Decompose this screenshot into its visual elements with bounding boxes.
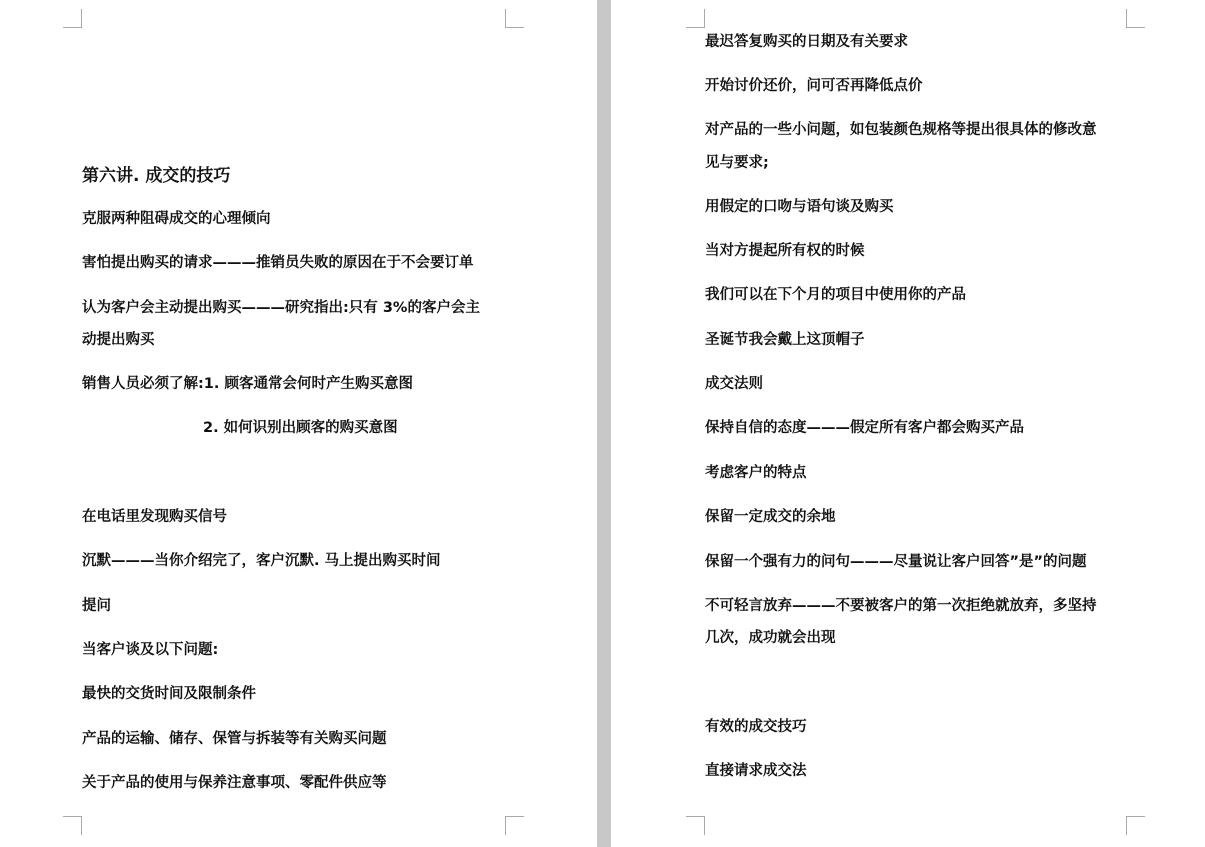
paragraph-line: 2. 如何识别出顾客的购买意图 [203, 420, 398, 436]
paragraph-line: 对产品的一些小问题，如包装颜色规格等提出很具体的修改意 [705, 122, 1097, 138]
paragraph-line: 保持自信的态度———假定所有客户都会购买产品 [705, 420, 1024, 436]
page-left [0, 0, 597, 847]
paragraph-line: 成交法则 [705, 376, 763, 392]
page-gutter [597, 0, 611, 847]
paragraph-line: 保留一个强有力的问句———尽量说让客户回答”是”的问题 [705, 554, 1087, 570]
paragraph-line: 最快的交货时间及限制条件 [82, 686, 256, 702]
paragraph-line: 圣诞节我会戴上这顶帽子 [705, 332, 865, 348]
corner-mark-bottom-left [63, 816, 82, 835]
corner-mark-top-right [1126, 9, 1145, 28]
corner-mark-top-left [63, 9, 82, 28]
section-heading: 第六讲. 成交的技巧 [82, 166, 231, 186]
paragraph-line: 最迟答复购买的日期及有关要求 [705, 34, 908, 50]
paragraph-line: 当客户谈及以下问题: [82, 642, 219, 658]
paragraph-line: 当对方提起所有权的时候 [705, 243, 865, 259]
paragraph-line: 不可轻言放弃———不要被客户的第一次拒绝就放弃，多坚持 [705, 598, 1097, 614]
paragraph-line: 关于产品的使用与保养注意事项、零配件供应等 [82, 775, 387, 791]
paragraph-line: 克服两种阻碍成交的心理倾向 [82, 211, 271, 227]
paragraph-line: 我们可以在下个月的项目中使用你的产品 [705, 287, 966, 303]
paragraph-line: 直接请求成交法 [705, 763, 807, 779]
paragraph-line: 销售人员必须了解:1. 顾客通常会何时产生购买意图 [82, 376, 413, 392]
paragraph-line: 考虑客户的特点 [705, 465, 807, 481]
paragraph-line: 开始讨价还价，问可否再降低点价 [705, 78, 923, 94]
paragraph-line: 害怕提出购买的请求———推销员失败的原因在于不会要订单 [82, 255, 474, 271]
paragraph-line: 见与要求; [705, 155, 769, 171]
page-right [611, 0, 1205, 847]
paragraph-line: 几次，成功就会出现 [705, 630, 836, 646]
paragraph-line: 认为客户会主动提出购买———研究指出:只有 3%的客户会主 [82, 300, 480, 316]
paragraph-line: 有效的成交技巧 [705, 719, 807, 735]
paragraph-line: 在电话里发现购买信号 [82, 509, 227, 525]
paragraph-line: 产品的运输、储存、保管与拆装等有关购买问题 [82, 731, 387, 747]
paragraph-line: 动提出购买 [82, 332, 155, 348]
paragraph-line: 保留一定成交的余地 [705, 509, 836, 525]
corner-mark-top-left [686, 9, 705, 28]
corner-mark-bottom-right [1126, 816, 1145, 835]
corner-mark-bottom-right [505, 816, 524, 835]
corner-mark-bottom-left [686, 816, 705, 835]
paragraph-line: 沉默———当你介绍完了，客户沉默. 马上提出购买时间 [82, 553, 441, 569]
corner-mark-top-right [505, 9, 524, 28]
paragraph-line: 用假定的口吻与语句谈及购买 [705, 199, 894, 215]
paragraph-line: 提问 [82, 598, 111, 614]
